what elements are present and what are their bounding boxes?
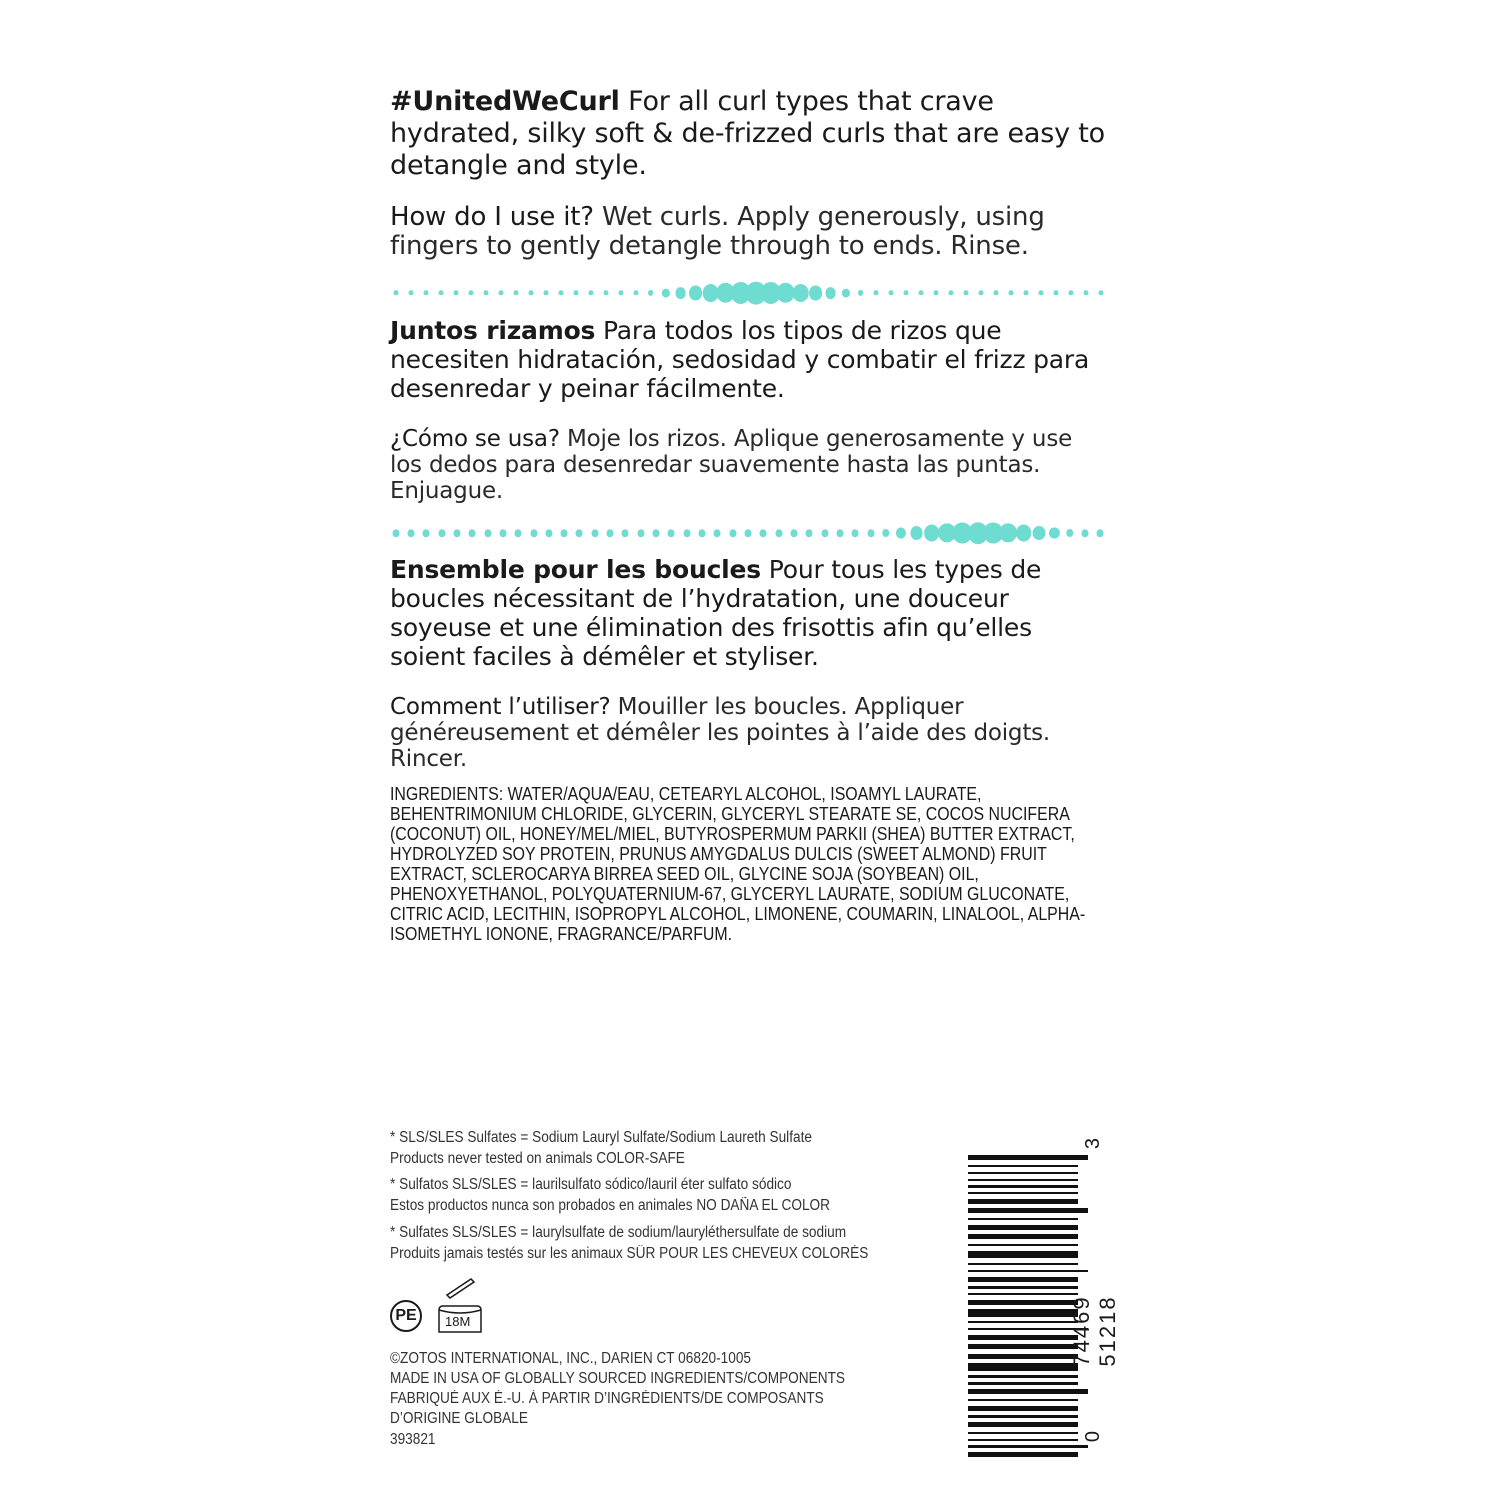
- english-usage-heading: How do I use it?: [390, 202, 594, 232]
- pao-label: 18M: [445, 1314, 471, 1329]
- divider-dot: [821, 529, 828, 537]
- french-intro: [390, 555, 1110, 671]
- divider-dot: [689, 286, 703, 301]
- divider-dot: [809, 286, 823, 301]
- divider-dot: [1038, 290, 1043, 295]
- barcode-bar: [968, 1300, 1078, 1305]
- barcode-bar: [968, 1452, 1078, 1457]
- divider-dot: [499, 529, 506, 537]
- note-en-sulfates: * SLS/SLES Sulfates = Sodium Lauryl Sulfate/Sodium Laureth Sulfate: [390, 1129, 812, 1146]
- divider-dot: [1097, 529, 1104, 537]
- barcode-digit-first: 0: [1082, 1430, 1105, 1443]
- made-in-fr-1: FABRIQUÉ AUX É.-U. À PARTIR D’INGRÉDIENTS/DE COMPOSANTS: [390, 1390, 824, 1407]
- divider-dot: [841, 289, 849, 298]
- english-usage-text: Wet curls. Apply generously, using fingers to gently detangle through to ends. Rinse.: [390, 202, 1045, 261]
- english-intro-heading: #UnitedWeCurl: [390, 86, 620, 117]
- french-intro-heading: Ensemble pour les boucles: [390, 555, 761, 584]
- company-copyright: ©ZOTOS INTERNATIONAL, INC., DARIEN CT 06820-1005: [390, 1350, 752, 1367]
- divider-dot: [633, 290, 638, 295]
- barcode-bar: [968, 1363, 1078, 1371]
- divider-dot: [591, 529, 598, 537]
- divider-dot: [918, 290, 923, 295]
- barcode-bar: [968, 1286, 1078, 1289]
- divider-dot: [1049, 528, 1059, 539]
- barcode-digits: 74469 51218: [1069, 1295, 1120, 1367]
- divider-dot: [888, 290, 893, 295]
- divider-dot: [576, 529, 583, 537]
- divider-dot: [530, 529, 537, 537]
- note-es-claims: Estos productos nunca son probados en animales NO DAÑA EL COLOR: [390, 1197, 830, 1214]
- divider-dot: [392, 529, 399, 537]
- divider-dot: [618, 290, 623, 295]
- divider-dot: [978, 290, 983, 295]
- divider-dot: [513, 290, 518, 295]
- barcode-bar: [968, 1309, 1078, 1317]
- divider-dot: [1083, 290, 1088, 295]
- divider-dot: [825, 287, 836, 299]
- french-usage-text: Mouiller les boucles. Appliquer généreusement et démêler les pointes à l’aide des doigts. Rincer.: [390, 694, 1051, 772]
- spanish-usage-text: Moje los rizos. Aplique generosamente y use los dedos para desenredar suavemente hasta las puntas. Enjuague.: [390, 426, 1073, 504]
- divider-dot: [858, 290, 864, 296]
- barcode-bar: [968, 1335, 1078, 1340]
- barcode-bar: [968, 1445, 1088, 1448]
- barcode-bar: [968, 1277, 1078, 1282]
- divider-dot: [714, 529, 721, 537]
- divider-dot: [1066, 529, 1074, 537]
- made-in-en: MADE IN USA OF GLOBALLY SOURCED INGREDIENTS/COMPONENTS: [390, 1370, 846, 1387]
- french-usage-heading: Comment l’utiliser?: [390, 694, 611, 720]
- barcode-bar: [968, 1375, 1078, 1378]
- divider-dot: [453, 529, 460, 537]
- barcode-bar: [968, 1263, 1078, 1266]
- divider-dot: [1023, 290, 1028, 295]
- divider-dot: [607, 529, 614, 537]
- dot-divider-1: [388, 278, 1108, 308]
- divider-dot: [1098, 290, 1103, 295]
- english-intro: [390, 86, 1110, 182]
- divider-dot: [999, 523, 1017, 542]
- divider-dot: [1068, 290, 1073, 295]
- divider-dot: [729, 529, 736, 537]
- divider-dot: [675, 287, 686, 299]
- divider-dot: [622, 529, 629, 537]
- made-in-fr-2: D’ORIGINE GLOBALE: [390, 1410, 528, 1427]
- barcode-bar: [968, 1321, 1078, 1323]
- barcode-bar: [968, 1192, 1078, 1194]
- barcode-bar: [968, 1439, 1078, 1441]
- divider-dot: [852, 529, 859, 537]
- divider-dot: [661, 289, 669, 298]
- spanish-intro: [390, 316, 1110, 403]
- divider-dot: [484, 529, 491, 537]
- note-en-claims: Products never tested on animals COLOR-SAFE: [390, 1150, 685, 1167]
- divider-dot: [423, 529, 430, 537]
- barcode-bar: [968, 1185, 1078, 1188]
- divider-dot: [453, 290, 458, 295]
- divider-dot: [760, 529, 767, 537]
- divider-dot: [790, 529, 797, 537]
- divider-dot: [882, 529, 890, 537]
- divider-dot: [543, 290, 548, 295]
- barcode-bar: [968, 1225, 1078, 1230]
- dot-divider-2: [388, 518, 1108, 548]
- barcode-bar: [968, 1179, 1078, 1181]
- divider-dot: [558, 290, 563, 295]
- divider-dot: [668, 529, 675, 537]
- english-intro-text: For all curl types that crave hydrated, silky soft & de-frizzed curls that are easy to detangle and style.: [390, 86, 1105, 181]
- barcode-bar: [968, 1244, 1078, 1247]
- divider-dot: [993, 290, 998, 295]
- french-usage: [390, 694, 1110, 772]
- divider-dot: [498, 290, 503, 295]
- divider-dot: [1033, 526, 1046, 540]
- divider-dot: [775, 529, 782, 537]
- divider-dot: [408, 290, 413, 295]
- divider-dot: [903, 290, 908, 295]
- note-fr-claims: Produits jamais testés sur les animaux SÛR POUR LES CHEVEUX COLORÉS: [390, 1245, 869, 1262]
- english-usage: [390, 203, 1110, 261]
- barcode-digit-last: 3: [1082, 1137, 1105, 1150]
- divider-dot: [653, 529, 660, 537]
- barcode-bar: [968, 1251, 1078, 1259]
- barcode-bar: [968, 1165, 1078, 1168]
- divider-dot: [683, 529, 690, 537]
- divider-dot: [648, 290, 654, 296]
- divider-dot: [545, 529, 552, 537]
- note-fr-sulfates: * Sulfates SLS/SLES = laurylsulfate de sodium/lauryléthersulfate de sodium: [390, 1224, 847, 1241]
- note-es-sulfates: * Sulfatos SLS/SLES = laurilsulfato sódico/lauril éter sulfato sódico: [390, 1176, 792, 1193]
- divider-dot: [910, 526, 923, 540]
- pao-jar-icon: [437, 1276, 487, 1334]
- divider-dot: [963, 290, 968, 295]
- barcode-bar: [968, 1382, 1078, 1385]
- ingredients-list: INGREDIENTS: WATER/AQUA/EAU, CETEARYL ALCOHOL, ISOAMYL LAURATE, BEHENTRIMONIUM CHLORIDE, GLYCERIN, GLYCERYL STEARATE SE, COCOS NUCIFERA (COCONUT) OIL, HONEY/MEL/MIEL, BUTYROSPERMUM PARKII (SHEA) BUTTER EXTRACT, HYDROLYZED SOY PROTEIN, PRUNUS AMYGDALUS DULCIS (SWEET ALMOND) FRUIT EXTRACT, SCLEROCARYA BIRREA SEED OIL, GLYCINE SOJA (SOYBEAN) OIL, PHENOXYETHANOL, POLYQUATERNIUM-67, GLYCERYL LAURATE, SODIUM GLUCONATE, CITRIC ACID, LECITHIN, ISOPROPYL ALCOHOL, LIMONENE, COUMARIN, LINALOOL, ALPHA-ISOMETHYL IONONE, FRAGRANCE/PARFUM.: [390, 783, 1086, 944]
- barcode-bar: [968, 1218, 1078, 1221]
- divider-dot: [588, 290, 593, 295]
- product-code: 393821: [390, 1431, 436, 1448]
- barcode-bar: [968, 1432, 1078, 1435]
- divider-dot: [699, 529, 706, 537]
- spanish-usage: [390, 426, 1110, 504]
- barcode-bar: [968, 1199, 1078, 1204]
- spanish-intro-heading: Juntos rizamos: [390, 316, 596, 345]
- barcode-bar: [968, 1344, 1078, 1349]
- barcode-bar: [968, 1354, 1078, 1359]
- divider-dot: [896, 528, 906, 539]
- divider-dot: [933, 290, 938, 295]
- divider-dot: [469, 529, 476, 537]
- barcode-bar: [968, 1172, 1078, 1175]
- divider-dot: [867, 529, 874, 537]
- barcode-bar: [968, 1293, 1078, 1295]
- divider-dot: [1053, 290, 1058, 295]
- spanish-intro-text: Para todos los tipos de rizos que necesiten hidratación, sedosidad y combatir el frizz para desenredar y peinar fácilmente.: [390, 316, 1090, 403]
- divider-dot: [515, 529, 522, 537]
- divider-dot: [438, 290, 443, 295]
- divider-dot: [528, 290, 533, 295]
- divider-dot: [745, 529, 752, 537]
- divider-dot: [792, 284, 809, 302]
- divider-dot: [1008, 290, 1013, 295]
- divider-dot: [393, 290, 398, 295]
- spanish-usage-heading: ¿Cómo se usa?: [390, 426, 560, 452]
- divider-dot: [1082, 529, 1089, 537]
- divider-dot: [948, 290, 953, 295]
- barcode-bar: [968, 1422, 1078, 1427]
- divider-dot: [423, 290, 428, 295]
- divider-dot: [873, 290, 878, 295]
- divider-dot: [561, 529, 568, 537]
- barcode-bar: [968, 1406, 1078, 1411]
- divider-dot: [573, 290, 578, 295]
- french-intro-text: Pour tous les types de boucles nécessitant de l’hydratation, une douceur soyeuse et une élimination des frisottis afin qu’elles soient faciles à démêler et styliser.: [390, 555, 1042, 671]
- barcode-bar: [968, 1155, 1088, 1160]
- barcode-bar: [968, 1234, 1078, 1239]
- barcode-bar: [968, 1415, 1078, 1418]
- divider-dot: [836, 529, 843, 537]
- divider-dot: [637, 529, 644, 537]
- divider-dot: [468, 290, 473, 295]
- divider-dot: [1016, 525, 1032, 542]
- pe-recycling-icon: PE: [390, 1300, 422, 1332]
- barcode-bar: [968, 1208, 1088, 1213]
- divider-dot: [806, 529, 813, 537]
- divider-dot: [407, 529, 414, 537]
- divider-dot: [603, 290, 608, 295]
- divider-dot: [483, 290, 488, 295]
- barcode-bar: [968, 1399, 1078, 1402]
- divider-dot: [438, 529, 445, 537]
